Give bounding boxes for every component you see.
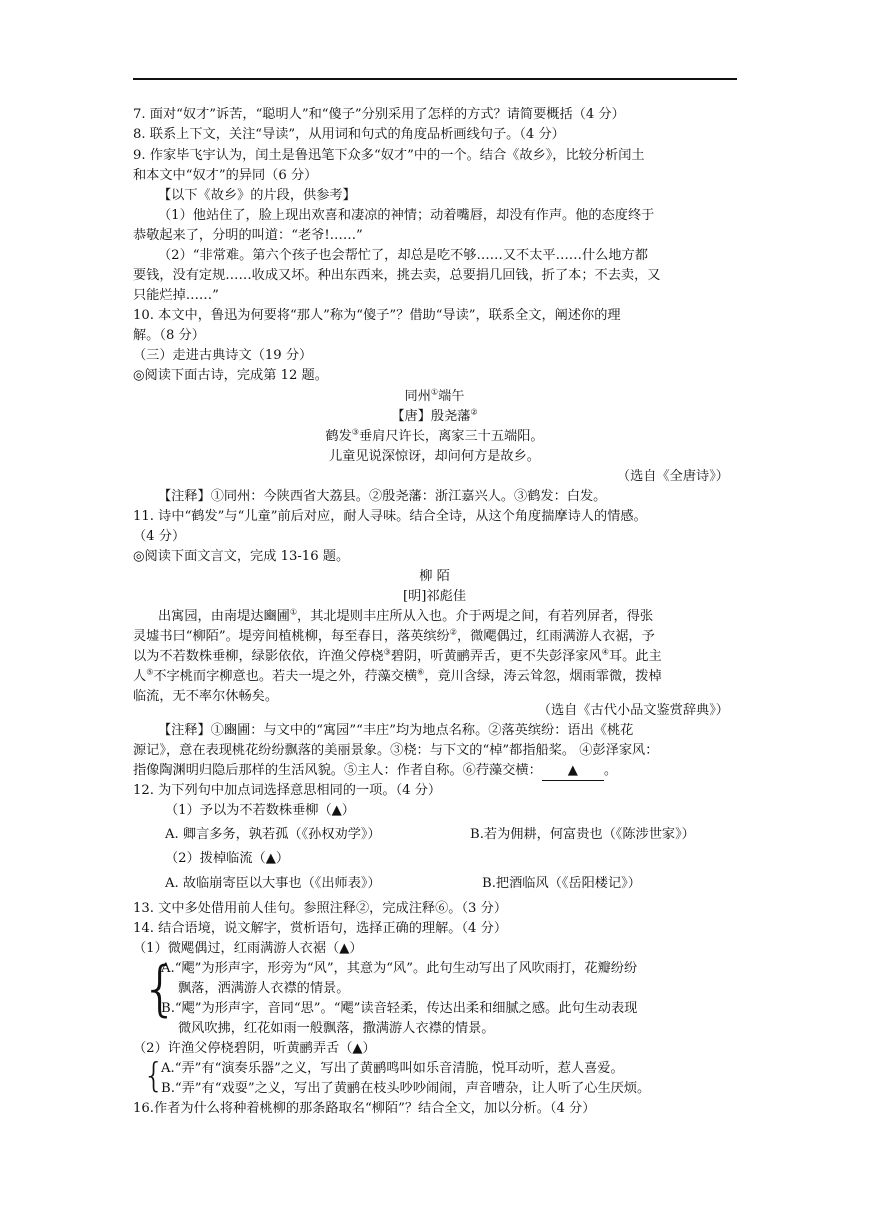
question-11-line2: （4 分） (133, 529, 186, 544)
prose-notes-line1: 【注释】①豳圃：与文中的“寓园”“丰庄”均为地点名称。②落英缤纷：语出《桃花 (158, 723, 634, 738)
question-9-line2: 和本文中“奴才”的异同（6 分） (133, 168, 318, 183)
prose-line-3: 以为不若数株垂柳，绿影依依，许渔父停桡③碧阴，听黄鹂弄舌，更不失彭泽家风④耳。此主 (133, 647, 662, 664)
question-7: 7. 面对“奴才”诉苦，“聪明人”和“傻子”分别采用了怎样的方式？请简要概括（4 分） (133, 107, 625, 122)
prose-author: [明]祁彪佳 (402, 589, 467, 604)
question-14-sub1-option-b-line2: 微风吹拂，红花如雨一般飘落，撒满游人衣襟的情景。 (178, 1021, 495, 1036)
question-9-line1: 9. 作家毕飞宇认为，闰土是鲁迅笔下众多“奴才”中的一个。结合《故乡》，比较分析闰土 (133, 148, 645, 163)
question-14-sub1-option-a-line2: 飘落，洒满游人衣襟的情景。 (178, 981, 350, 996)
question-14-sub1: （1）微飔偶过，红雨满游人衣裾（▲） (133, 941, 363, 956)
reference-2-line3: 只能烂掉……” (133, 288, 219, 303)
question-12-sub1-option-b: B.若为佣耕，何富贵也（《陈涉世家》） (470, 827, 695, 842)
prose-notes-line3-text: 指像陶渊明归隐后那样的生活风貌。⑤主人：作者自称。⑥荇藻交横： (133, 763, 542, 778)
question-8: 8. 联系上下文，关注“导读”，从用词和句式的角度品析画线句子。（4 分） (133, 127, 565, 142)
poem-line-1: 鹤发③垂肩尺许长，离家三十五端阳。 (325, 427, 544, 444)
poem-line-2: 儿童见说深惊讶，却问何方是故乡。 (329, 449, 540, 464)
question-12-sub2-option-a: A. 故临崩寄臣以大事也（《出师表》） (165, 876, 381, 891)
prose-notes-line2: 源记》，意在表现桃花纷纷飘落的美丽景象。③桡：与下文的“棹”都指船桨。 ④彭泽家风： (133, 743, 659, 758)
question-12-sub2: （2）拨棹临流（▲） (165, 851, 290, 866)
question-12: 12. 为下列句中加点词选择意思相同的一项。（4 分） (133, 783, 442, 798)
question-10-line1: 10. 本文中，鲁迅为何要将“那人”称为“傻子”？借助“导读”，联系全文，阐述你的理 (133, 308, 621, 323)
question-14-sub2: （2）许渔父停桡碧阴，听黄鹂弄舌（▲） (133, 1041, 376, 1056)
poem-title: 同州①端午 (404, 387, 465, 404)
question-12-sub2-option-b: B.把酒临风（《岳阳楼记》） (482, 876, 641, 891)
brace-14-1: { (141, 954, 180, 1024)
prose-title: 柳 陌 (419, 569, 450, 584)
reference-2-line1: （2）“非常难。第六个孩子也会帮忙了，却总是吃不够……又不太平……什么地方都 (158, 248, 648, 263)
question-12-sub1: （1）予以为不若数株垂柳（▲） (165, 803, 355, 818)
poem-notes: 【注释】①同州：今陕西省大荔县。②殷尧藩：浙江嘉兴人。③鹤发：白发。 (158, 489, 607, 504)
reference-1-line1: （1）他站住了，脸上现出欢喜和凄凉的神情；动着嘴唇，却没有作声。他的态度终于 (158, 208, 655, 223)
prose-source: （选自《古代小品文鉴赏辞典》） (537, 703, 729, 718)
header-rule (133, 78, 737, 80)
prose-notes-line3-end: 。 (603, 763, 617, 778)
question-10-line2: 解。（8 分） (133, 328, 205, 343)
prose-line-4: 人⑤不字桃而字柳意也。若夫一堤之外，荇藻交横⑥，竟川含绿，涛云耸忽，烟雨霏微，拨棹 (133, 667, 662, 684)
question-14-sub2-option-b: B.“弄”有“戏耍”之义，写出了黄鹂在枝头吵吵闹闹，声音嘈杂，让人听了心生厌烦。 (161, 1081, 651, 1096)
poem-source: （选自《全唐诗》） (616, 469, 729, 484)
read-instruction-13: ◎阅读下面文言文，完成 13-16 题。 (133, 549, 350, 564)
reference-heading: 【以下《故乡》的片段，供参考】 (158, 188, 356, 203)
prose-line-2: 灵墟书曰“柳陌”。堤旁间植桃柳，每至春日，落英缤纷②，微飔偶过，红雨满游人衣裾，予 (133, 627, 655, 644)
question-16: 16.作者为什么将种着桃柳的那条路取名“柳陌”？结合全文，加以分析。（4 分） (133, 1101, 596, 1116)
question-14-sub2-option-a: A.“弄”有“演奏乐器”之义，写出了黄鹂鸣叫如乐音清脆，悦耳动听，惹人喜爱。 (161, 1061, 624, 1076)
prose-line-5: 临流，无不率尔休畅矣。 (133, 689, 279, 704)
brace-14-2: { (143, 1056, 165, 1096)
section-3-heading: （三）走进古典诗文（19 分） (133, 348, 313, 363)
prose-notes-line3 (133, 762, 617, 781)
answer-blank: ▲ (542, 762, 604, 781)
poem-author: 【唐】殷尧藩② (391, 407, 478, 424)
question-12-sub1-option-a: A. 卿言多务，孰若孤（《孙权劝学》） (165, 827, 381, 842)
question-14-sub1-option-a-line1: A.“飔”为形声字，形旁为“风”，其意为“风”。此句生动写出了风吹雨打，花瓣纷纷 (161, 961, 638, 976)
question-13: 13. 文中多处借用前人佳句。参照注释②，完成注释⑥。（3 分） (133, 901, 508, 916)
question-14: 14. 结合语境，说文解字，赏析语句，选择正确的理解。（4 分） (133, 921, 508, 936)
question-11-line1: 11. 诗中“鹤发”与“儿童”前后对应，耐人寻味。结合全诗，从这个角度揣摩诗人的情感。 (133, 509, 647, 524)
read-instruction-12: ◎阅读下面古诗，完成第 12 题。 (133, 368, 328, 383)
reference-1-line2: 恭敬起来了，分明的叫道：“老爷!……” (133, 228, 363, 243)
question-14-sub1-option-b-line1: B.“飔”为形声字，音同“思”。“飔”读音轻柔，传达出柔和细腻之感。此句生动表现 (161, 1001, 638, 1016)
prose-line-1: 出寓园，由南堤达豳圃①，其北堤则丰庄所从入也。介于两堤之间，有若列屏者，得张 (158, 607, 654, 624)
reference-2-line2: 要钱，没有定规……收成又坏。种出东西来，挑去卖，总要捐几回钱，折了本；不去卖，又 (133, 268, 661, 283)
